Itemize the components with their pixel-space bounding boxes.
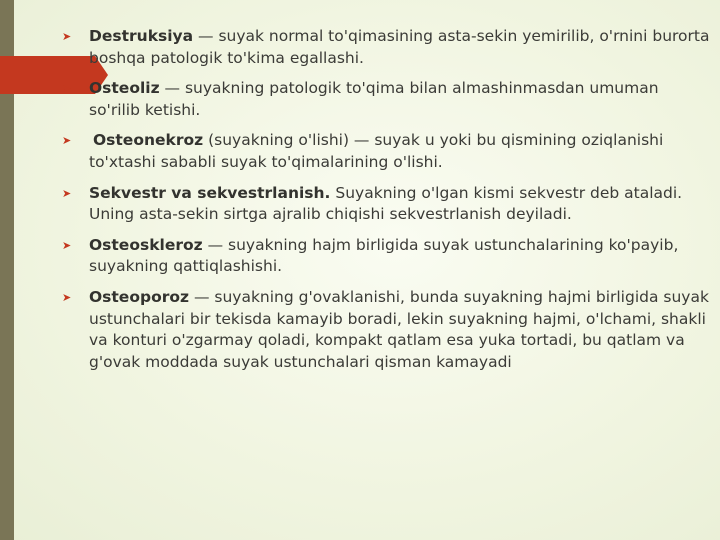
term-definition: — suyak normal to'qimasining asta-sekin yemirilib, o'rnini burorta boshqa patologik to'kima egallashi. [89,27,710,67]
term-label: Osteoliz [89,79,160,98]
list-item [62,26,710,69]
right-arrowhead-icon: ➤ [62,186,72,200]
term-label: Osteoskleroz [89,235,203,254]
list-item [62,78,710,121]
term-label: Osteoporoz [89,287,190,306]
term-label: Destruksiya [89,27,194,45]
right-arrowhead-icon: ➤ [62,82,72,96]
list-item [62,235,710,278]
term-definition: Suyakning o'lgan kismi sekvestr deb ataladi. Uning asta-sekin sirtga ajralib chiqishi sekvestrlanish deyiladi. [89,183,683,224]
term-definition: — suyakning hajm birligida suyak ustunchalarining ko'payib, suyakning qattiqlashishi. [89,235,679,276]
list-item [62,287,710,373]
term-definition: — suyakning patologik to'qima bilan almashinmasdan umuman so'rilib ketishi. [89,79,659,119]
right-arrowhead-icon: ➤ [62,290,72,304]
term-definition: — suyakning g'ovaklanishi, bunda suyakning hajmi birligida suyak ustunchalari bir tekisda kamayib boradi, lekin suyakning hajmi, o'lchami, shakli va konturi o'zgarmay qoladi, kompakt qatlam esa yuka tortadi, bu qatlam va g'ovak moddada suyak ustunchalari qisman kamayadi [89,287,709,371]
term-definition: (suyakning o'lishi) — suyak u yoki bu qismining oziqlanishi to'xtashi sababli suyak to'qimalarining o'lishi. [89,131,664,171]
right-arrowhead-icon: ➤ [62,134,72,148]
term-label: Osteonekroz [93,131,204,150]
term-label: Sekvestr va sekvestrlanish. [89,183,331,202]
list-item [62,183,710,226]
right-arrowhead-icon: ➤ [62,238,72,252]
definition-list [62,26,710,382]
right-arrowhead-icon: ➤ [62,30,72,43]
list-item [62,130,710,173]
